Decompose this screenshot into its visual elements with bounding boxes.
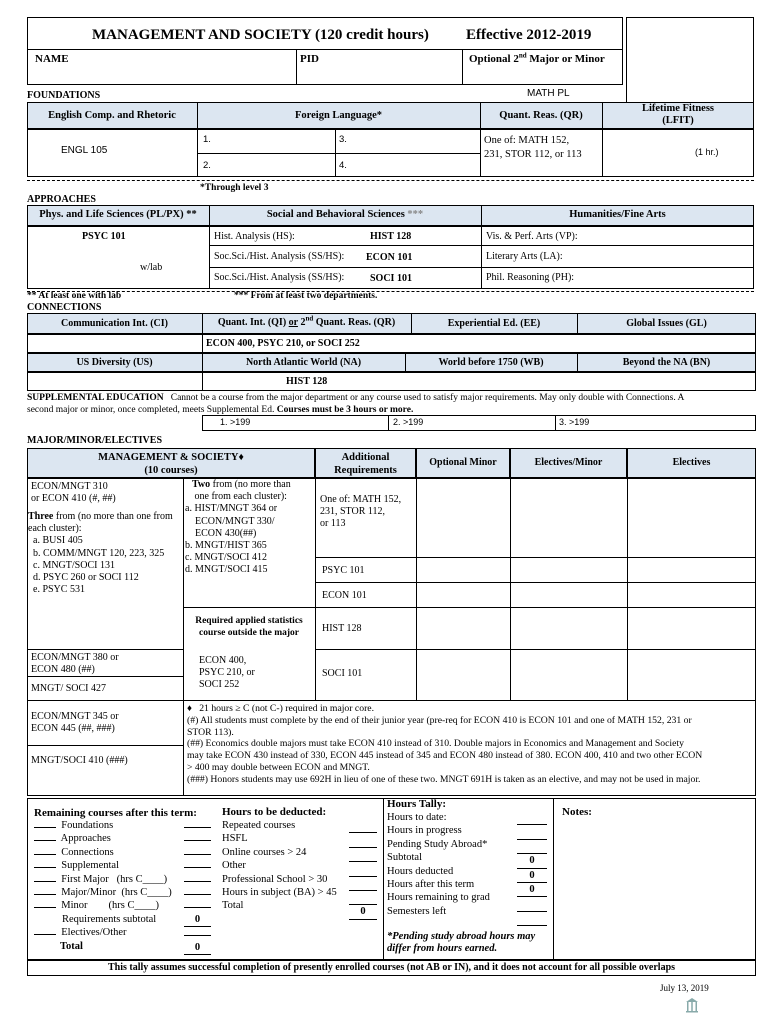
revision-date: July 13, 2019 — [660, 983, 709, 993]
add-econ: ECON 101 — [322, 590, 367, 601]
add-hist: HIST 128 — [322, 623, 362, 634]
supplemental-slot-2[interactable]: 2. >199 — [393, 417, 424, 427]
foundations-heading: FOUNDATIONS — [27, 90, 101, 101]
divider — [209, 267, 754, 268]
remaining-heading: Remaining courses after this term: — [34, 807, 197, 819]
foreign-language-slot-1[interactable]: 1. — [203, 134, 211, 145]
ci-header: Communication Int. (CI) — [61, 318, 168, 329]
pl-value: PSYC 101 — [82, 231, 126, 242]
supplemental-text: SUPPLEMENTAL EDUCATION Cannot be a course from the major department or any course used to satisfy major requirements. May only double with Connections. A second major or minor, once completed, meets Supplemental Ed. Courses must be 3 hours or more. — [27, 393, 685, 415]
wb-header: World before 1750 (WB) — [438, 357, 544, 368]
sshs1-value: ECON 101 — [366, 252, 413, 263]
remaining-blanks — [184, 819, 211, 955]
optional-major-label: Optional 2nd Major or Minor — [469, 51, 605, 65]
approaches-heading: APPROACHES — [27, 194, 96, 205]
divider — [27, 180, 754, 181]
add-psyc: PSYC 101 — [322, 565, 365, 576]
hours-list: Hours to date: Hours in progress Pending Study Abroad* Subtotal Hours deducted Hours after this term Hours remaining to grad Semesters left — [387, 812, 490, 917]
sbs-header: Social and Behavioral Sciences *** — [266, 209, 424, 220]
english-value: ENGL 105 — [61, 145, 108, 156]
divider — [27, 49, 623, 50]
add-math-req: One of: MATH 152, 231, STOR 112, or 113 — [320, 494, 402, 529]
req-mngt-427: MNGT/ SOCI 427 — [31, 683, 107, 694]
add-header: Additional Requirements — [334, 452, 397, 476]
divider — [27, 745, 183, 746]
sshs2-value: SOCI 101 — [370, 273, 412, 284]
pl-header: Phys. and Life Sciences (PL/PX) ** — [39, 209, 197, 220]
foreign-language-note: *Through level 3 — [200, 183, 269, 193]
disclaimer: This tally assumes successful completion of presently enrolled courses (not AB or IN), and it does not account for all possible overlaps — [107, 962, 676, 973]
divider — [388, 415, 389, 431]
divider — [510, 478, 511, 700]
pid-label: PID — [300, 53, 319, 65]
notes-label: Notes: — [562, 806, 592, 818]
divider — [627, 478, 628, 700]
divider — [27, 700, 756, 701]
sshs1-label: Soc.Sci./Hist. Analysis (SS/HS): — [214, 251, 345, 262]
qr-header: Quant. Reas. (QR) — [499, 110, 583, 121]
divider — [183, 649, 184, 700]
supplemental-slot-1[interactable]: 1. >199 — [220, 417, 251, 427]
major-notes: ♦ 21 hours ≥ C (not C-) required in major core. (#) All students must complete by the end of their junior year (pre-req for ECON 410 is ECON 101 and one of MATH 152, 231 or STOR 113). (##) Economics double majors must take ECON 410 instead of 310. Double majors in Economics and Management and Society may take ECON 430 instead of 330, ECON 445 instead of 345 and ECON 480 instead of 380. ECON 400, 410 and two other ECON > 400 may double between ECON and MNGT. (###) Honors students may use 692H in lieu of one of these two. MNGT 691H is taken as an elective, and may not be used in major. — [187, 703, 703, 785]
supplemental-slots — [202, 415, 756, 431]
na-header: North Atlantic World (NA) — [245, 357, 362, 368]
ph-label: Phil. Reasoning (PH): — [486, 272, 575, 283]
qi-header: Quant. Int. (QI) or 2nd Quant. Reas. (QR) — [217, 314, 396, 328]
supplemental-slot-3[interactable]: 3. >199 — [559, 417, 590, 427]
bn-header: Beyond the NA (BN) — [622, 357, 711, 368]
total-value: 0 — [184, 941, 211, 955]
req-econ-380: ECON/MNGT 380 or ECON 480 (##) — [31, 652, 119, 675]
optional-minor-header: Optional Minor — [429, 457, 497, 468]
divider — [27, 649, 183, 650]
divider — [183, 700, 184, 796]
two-from-list: Two from (no more than one from each cluster): a. HIST/MNGT 364 or ECON/MNGT 330/ ECON 430(##) b. MNGT/HIST 365 c. MNGT/SOCI 412 d. MNGT/SOCI 415 — [185, 479, 291, 576]
foreign-language-slot-2[interactable]: 2. — [203, 160, 211, 171]
deduct-total-value: 0 — [349, 905, 377, 919]
electives-minor-header: Electives/Minor — [534, 457, 603, 468]
divider — [197, 153, 480, 154]
connections-value-row-1 — [27, 334, 756, 353]
divider — [27, 291, 754, 292]
na-value: HIST 128 — [286, 376, 328, 387]
deduct-heading: Hours to be deducted: — [222, 806, 327, 818]
name-field[interactable] — [60, 66, 290, 82]
divider — [315, 557, 756, 558]
divider — [383, 798, 384, 960]
notes-field[interactable] — [560, 822, 750, 954]
lab-note: ** At least one with lab — [27, 291, 122, 301]
divider — [462, 49, 463, 85]
electives-header: Electives — [672, 457, 711, 468]
divider — [555, 415, 556, 431]
pending-note: *Pending study abroad hours may differ from hours earned. — [387, 931, 536, 954]
remaining-list: Foundations Approaches Connections Supplemental First Major (hrs C____) Major/Minor (hrs C____) Minor (hrs C____) Requirements subtotal Electives/Other Total — [34, 819, 172, 953]
divider — [209, 245, 754, 246]
old-well-logo-icon — [685, 997, 699, 1013]
lfit-value: (1 hr.) — [695, 147, 719, 157]
us-header: US Diversity (US) — [76, 357, 153, 368]
divider — [183, 607, 756, 608]
divider — [315, 649, 756, 650]
foreign-language-slot-3[interactable]: 3. — [339, 134, 347, 145]
english-header: English Comp. and Rhetoric — [48, 110, 176, 121]
stats-requirement: Required applied statistics course outside the major — [195, 616, 303, 638]
divider — [553, 798, 554, 960]
divider — [27, 676, 183, 677]
three-from-list: Three from (no more than one from each cluster): a. BUSI 405 b. COMM/MNGT 120, 223, 325 c. MNGT/SOCI 131 d. PSYC 260 or SOCI 112 e. PSYC 531 — [28, 511, 173, 596]
req-mngt-410: MNGT/SOCI 410 (###) — [31, 755, 128, 766]
pl-lab: w/lab — [140, 262, 163, 273]
gl-header: Global Issues (GL) — [626, 318, 707, 329]
foreign-language-header: Foreign Language* — [294, 110, 383, 121]
vp-label: Vis. & Perf. Arts (VP): — [486, 231, 578, 242]
la-label: Literary Arts (LA): — [486, 251, 563, 262]
major-heading: MAJOR/MINOR/ELECTIVES — [27, 435, 163, 446]
hours-heading: Hours Tally: — [387, 798, 446, 810]
form-title: MANAGEMENT AND SOCIETY (120 credit hours) — [92, 27, 429, 43]
divider — [315, 478, 316, 700]
departments-note: *** From at least two departments. — [234, 291, 378, 301]
name-label: NAME — [35, 53, 69, 65]
add-soci: SOCI 101 — [322, 668, 363, 679]
ms-header: MANAGEMENT & SOCIETY♦ (10 courses) — [98, 452, 244, 476]
divider — [315, 582, 756, 583]
req-econ-310: ECON/MNGT 310 or ECON 410 (#, ##) — [31, 481, 116, 504]
ee-header: Experiential Ed. (EE) — [447, 318, 541, 329]
math-pl-label: MATH PL — [527, 88, 570, 99]
qi-value: ECON 400, PSYC 210, or SOCI 252 — [206, 338, 360, 349]
lfit-header: Lifetime Fitness (LFIT) — [641, 103, 715, 126]
divider — [416, 478, 417, 700]
deduct-list: Repeated courses HSFL Online courses > 24 Other Professional School > 30 Hours in subject (BA) > 45 Total — [222, 820, 337, 912]
stats-value: ECON 400, PSYC 210, or SOCI 252 — [199, 655, 255, 690]
effective-date: Effective 2012-2019 — [466, 27, 592, 43]
deduct-blanks — [349, 819, 377, 920]
pid-field[interactable] — [320, 66, 456, 82]
hs-label: Hist. Analysis (HS): — [214, 231, 295, 242]
req-econ-345: ECON/MNGT 345 or ECON 445 (##, ###) — [31, 711, 119, 734]
hs-value: HIST 128 — [370, 231, 412, 242]
connections-heading: CONNECTIONS — [27, 302, 102, 313]
hours-values: 0 0 0 — [517, 811, 547, 926]
requirements-subtotal-value: 0 — [184, 913, 211, 927]
foreign-language-slot-4[interactable]: 4. — [339, 160, 347, 171]
qr-value: One of: MATH 152, 231, STOR 112, or 113 — [484, 135, 582, 160]
hfa-header: Humanities/Fine Arts — [569, 209, 666, 220]
sshs2-label: Soc.Sci./Hist. Analysis (SS/HS): — [214, 272, 345, 283]
divider — [296, 49, 297, 85]
connections-value-row-2 — [27, 372, 756, 391]
